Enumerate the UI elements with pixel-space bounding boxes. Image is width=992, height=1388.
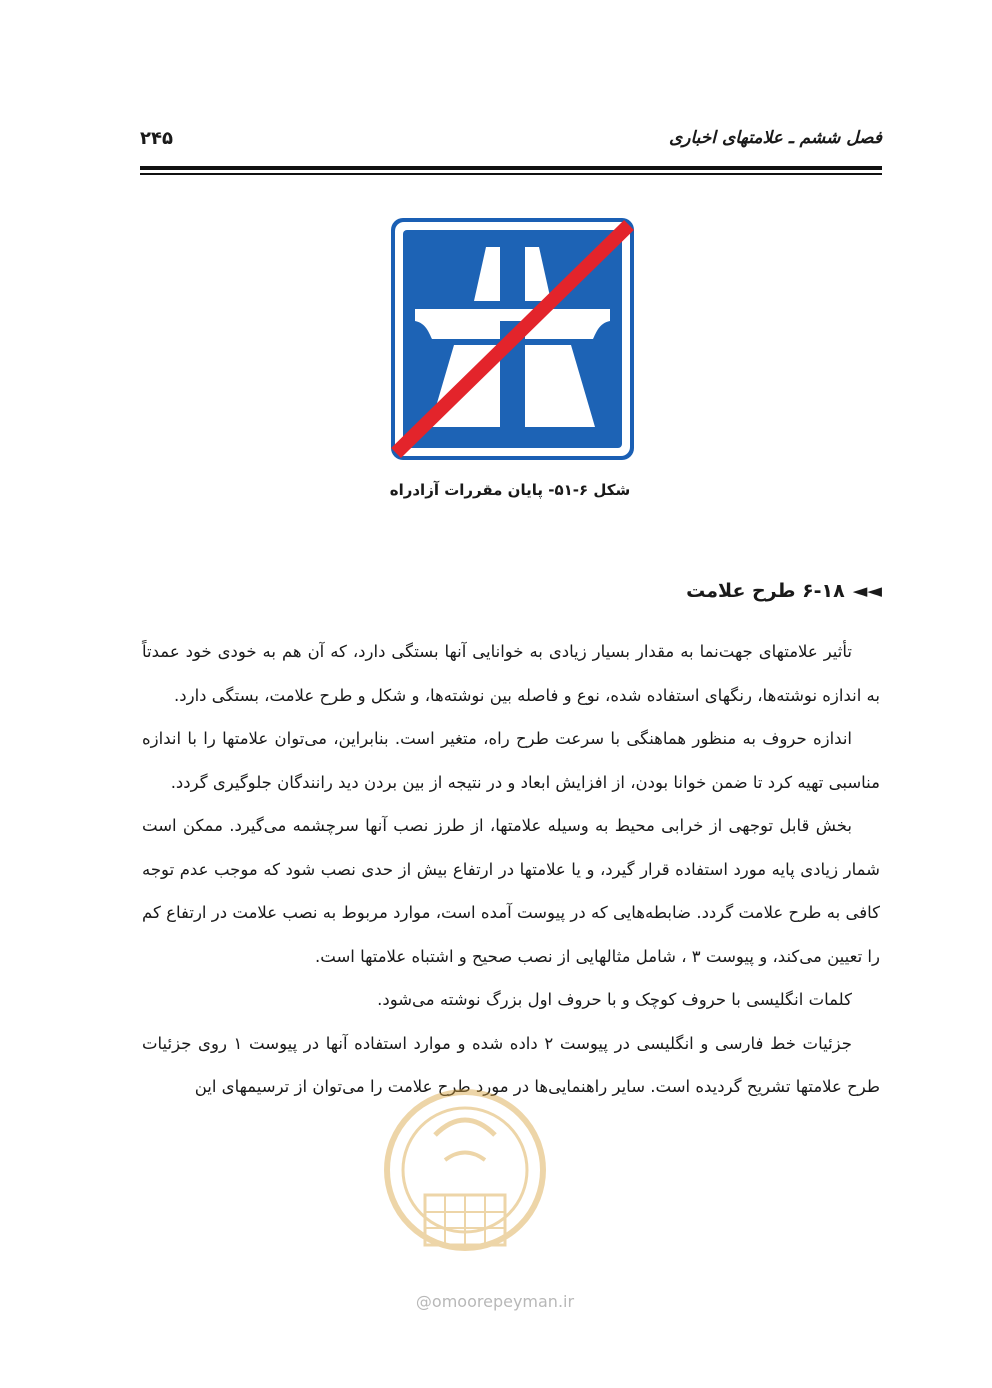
section-heading-text: ۶-۱۸ طرح علامت — [686, 580, 845, 602]
figure-caption: شکل ۶-۵۱- پایان مقررات آزادراه — [389, 481, 631, 499]
paragraph: تأثیر علامتهای جهت‌نما به مقدار بسیار زیادی به خوانایی آنها بستگی دارد، که آن هم به خودی خود عمدتاً به اندازه نوشته‌ها، رنگهای استفاده شده، نوع و فاصله بین نوشته‌ها، و شکل و طرح علامت، بستگی دارد. — [142, 642, 880, 705]
paragraph: اندازه حروف به منظور هماهنگی با سرعت طرح راه، متغیر است. بنابراین، می‌توان علامتها را با اندازه مناسبی تهیه کرد تا ضمن خوانا بودن، از افزایش ابعاد و در نتیجه از بین بردن دید رانندگان جلوگیری گردد. — [142, 729, 880, 792]
double-arrow-icon: ◄◄ — [852, 580, 882, 602]
page-header — [140, 128, 882, 158]
paragraph: جزئیات خط فارسی و انگلیسی در پیوست ۲ داده شده و موارد استفاده آنها در پیوست ۱ روی جزئیات طرح علامتها تشریح گردیده است. سایر راهنمایی‌ها در مورد طرح علامت را می‌توان از ترسیمهای این — [142, 1033, 880, 1096]
body-text — [142, 630, 880, 1109]
motorway-end-sign — [390, 217, 635, 461]
paragraph: کلمات انگلیسی با حروف کوچک و با حروف اول بزرگ نوشته می‌شود. — [377, 990, 852, 1009]
header-rule-thick — [140, 166, 882, 170]
watermark-url: @omoorepeyman.ir — [415, 1292, 575, 1311]
section-heading — [686, 580, 882, 602]
paragraph: بخش قابل توجهی از خرابی محیط به وسیله علامتها، از طرز نصب آنها سرچشمه می‌گیرد. ممکن است شمار زیادی پایه مورد استفاده قرار گیرد، و یا علامتها در ارتفاع بیش از حدی نصب شود که موجب عدم توجه کافی به طرح علامت گردد. ضابطه‌هایی که در پیوست آمده است، موارد مربوط به نصب علامت در ارتفاع کم را تعیین می‌کند، و پیوست ۳ ، شامل مثالهایی از نصب صحیح و اشتباه علامتها است. — [142, 816, 880, 966]
omoorepeyman-logo-icon — [380, 1075, 550, 1275]
header-rule-thin — [140, 173, 882, 175]
page-number: ۲۴۵ — [140, 128, 173, 149]
chapter-title: فصل ششم ـ علامتهای اخباری — [668, 128, 882, 148]
